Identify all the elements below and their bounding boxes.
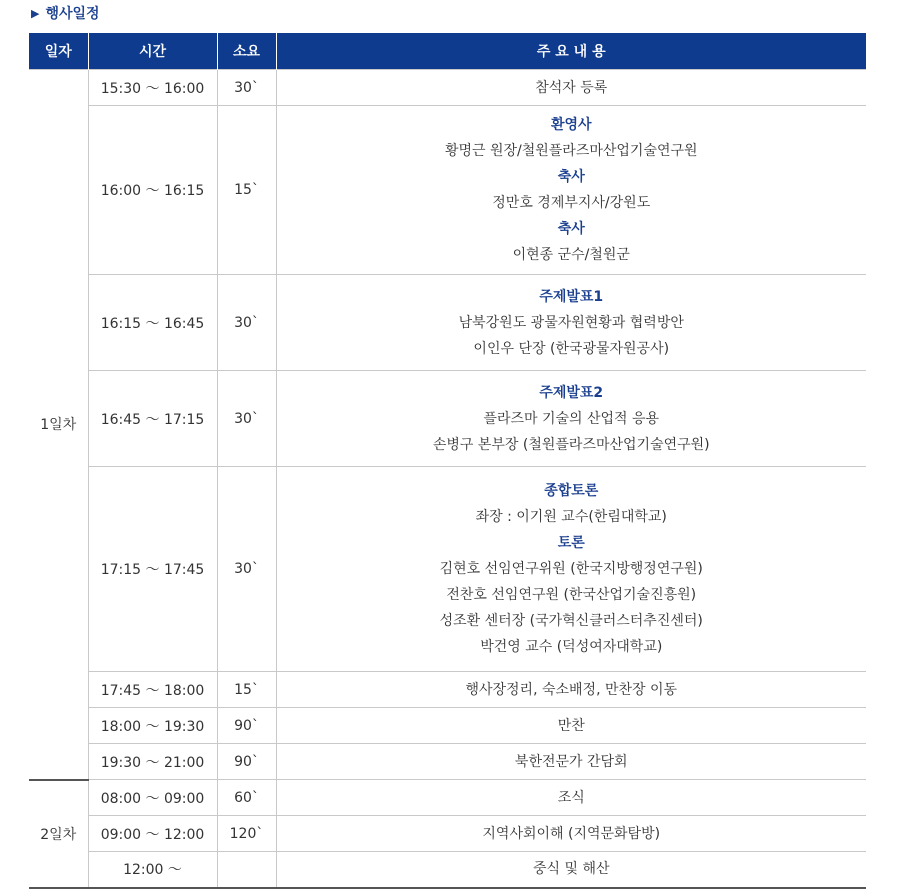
- table-row: [29, 672, 866, 708]
- table-row: [29, 371, 866, 467]
- content-heading: 환영사: [550, 117, 592, 133]
- time-cell: 15:30 ～ 16:00: [88, 70, 217, 106]
- time-cell: 16:15 ～ 16:45: [88, 275, 217, 371]
- content-heading: 주제발표1: [539, 288, 604, 305]
- table-row: [29, 744, 866, 780]
- content-cell: [276, 371, 866, 467]
- content-line: 만찬: [557, 717, 585, 734]
- header-day: 일자: [29, 33, 88, 70]
- content-line: 남북강원도 광물자원현황과 협력방안: [458, 314, 684, 331]
- time-cell: 17:45 ～ 18:00: [88, 672, 217, 708]
- content-cell: [276, 467, 866, 672]
- time-cell: 16:45 ～ 17:15: [88, 371, 217, 467]
- time-cell: 16:00 ～ 16:15: [88, 106, 217, 275]
- content-cell: [276, 106, 866, 275]
- day-cell: 1일차: [29, 70, 88, 780]
- content-cell: [276, 708, 866, 744]
- content-heading: 축사: [557, 221, 585, 237]
- content-line: 중식 및 해산: [532, 861, 610, 878]
- content-line: 좌장 : 이기원 교수(한림대학교): [475, 509, 667, 525]
- content-line: 정만호 경제부지사/강원도: [492, 195, 651, 211]
- content-line: 플라즈마 기술의 산업적 응용: [483, 410, 660, 427]
- content-cell: [276, 70, 866, 106]
- header-row: [29, 33, 866, 70]
- triangle-right-icon: ▶: [31, 6, 40, 20]
- duration-cell: 15`: [217, 106, 276, 275]
- content-cell: [276, 852, 866, 888]
- content-line: 성조환 센터장 (국가혁신클러스터추진센터): [439, 613, 703, 629]
- content-cell: [276, 780, 866, 816]
- content-cell: [276, 672, 866, 708]
- content-line: 참석자 등록: [535, 79, 608, 96]
- table-row: [29, 70, 866, 106]
- duration-cell: 30`: [217, 275, 276, 371]
- time-cell: 17:15 ～ 17:45: [88, 467, 217, 672]
- content-line: 이현종 군수/철원군: [512, 247, 630, 263]
- duration-cell: 30`: [217, 70, 276, 106]
- duration-cell: 30`: [217, 467, 276, 672]
- content-line: 박건영 교수 (덕성여자대학교): [480, 639, 663, 655]
- duration-cell: 15`: [217, 672, 276, 708]
- duration-cell: 90`: [217, 744, 276, 780]
- table-row: [29, 275, 866, 371]
- content-line: 황명근 원장/철원플라즈마산업기술연구원: [444, 143, 698, 159]
- content-line: 북한전문가 간담회: [514, 753, 628, 770]
- content-cell: [276, 816, 866, 852]
- section-title: [31, 3, 100, 23]
- content-heading: 종합토론: [544, 483, 599, 499]
- table-row: [29, 816, 866, 852]
- content-cell: [276, 744, 866, 780]
- day-cell: 2일차: [29, 780, 88, 888]
- content-heading: 축사: [557, 169, 585, 185]
- time-cell: 09:00 ～ 12:00: [88, 816, 217, 852]
- table-row: [29, 708, 866, 744]
- duration-cell: 60`: [217, 780, 276, 816]
- schedule-table: [29, 33, 866, 889]
- table-row: [29, 780, 866, 816]
- content-heading: 주제발표2: [539, 384, 604, 401]
- duration-cell: 90`: [217, 708, 276, 744]
- content-cell: [276, 275, 866, 371]
- table-row: [29, 852, 866, 888]
- header-duration: 소요: [217, 33, 276, 70]
- time-cell: 19:30 ～ 21:00: [88, 744, 217, 780]
- header-time: 시간: [88, 33, 217, 70]
- time-cell: 18:00 ～ 19:30: [88, 708, 217, 744]
- duration-cell: [217, 852, 276, 888]
- content-heading: 토론: [557, 535, 585, 551]
- table-row: [29, 467, 866, 672]
- duration-cell: 30`: [217, 371, 276, 467]
- time-cell: 08:00 ～ 09:00: [88, 780, 217, 816]
- content-line: 손병구 본부장 (철원플라즈마산업기술연구원): [432, 436, 710, 453]
- content-line: 조식: [557, 789, 585, 806]
- table-row: [29, 106, 866, 275]
- content-line: 김현호 선임연구위원 (한국지방행정연구원): [439, 561, 703, 577]
- content-line: 전찬호 선임연구원 (한국산업기술진흥원): [446, 587, 697, 603]
- time-cell: 12:00 ～: [88, 852, 217, 888]
- duration-cell: 120`: [217, 816, 276, 852]
- header-content: 주 요 내 용: [276, 33, 866, 70]
- content-line: 행사장정리, 숙소배정, 만찬장 이동: [465, 681, 678, 698]
- content-line: 지역사회이해 (지역문화탐방): [482, 825, 661, 842]
- content-line: 이인우 단장 (한국광물자원공사): [473, 340, 670, 357]
- section-title-text: 행사일정: [45, 6, 100, 22]
